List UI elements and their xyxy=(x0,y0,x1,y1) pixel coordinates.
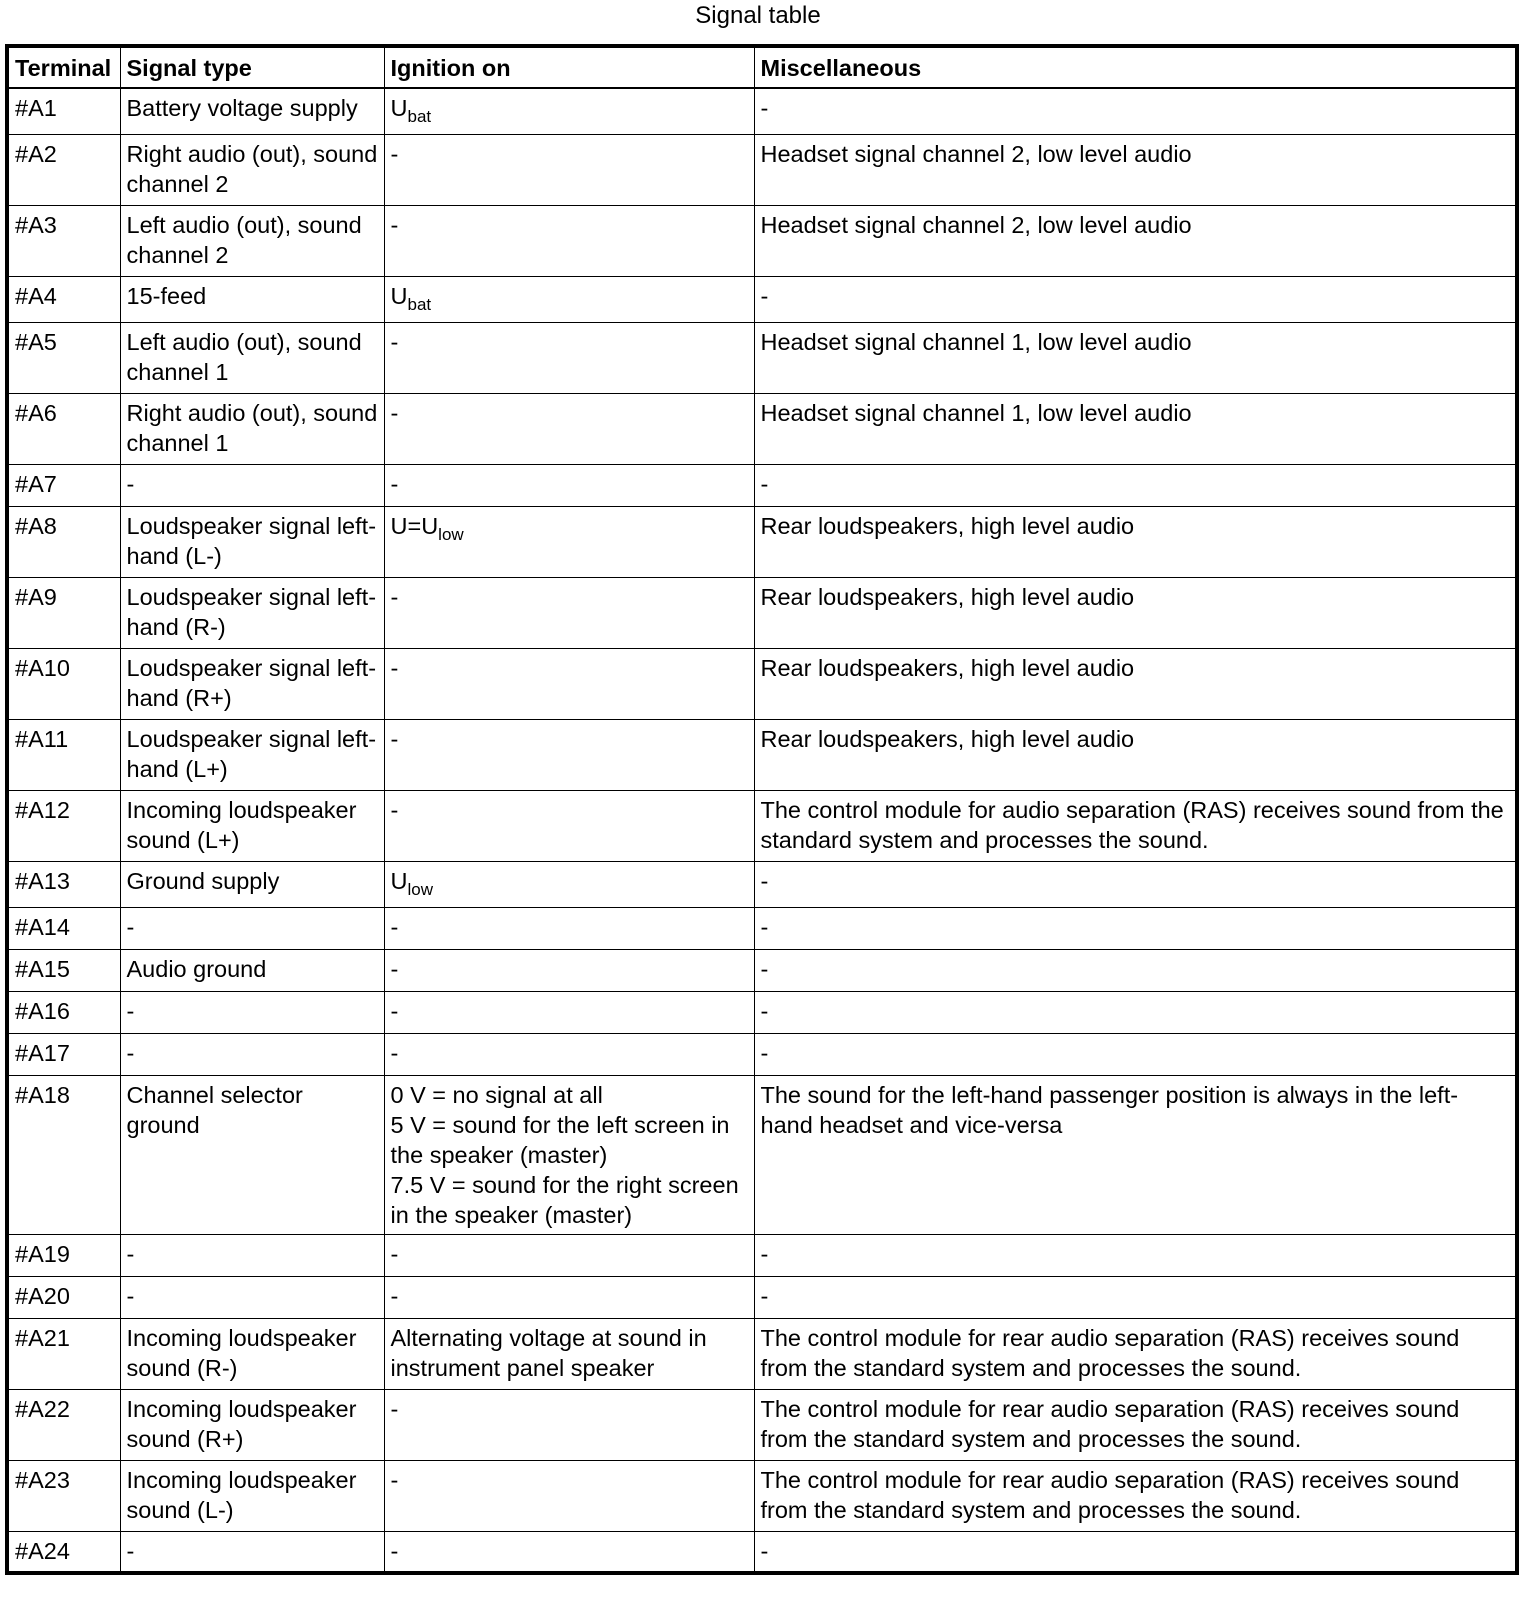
ignition-line: 7.5 V = sound for the right screen in the speaker (master) xyxy=(390,1171,739,1228)
table-row xyxy=(7,322,1517,393)
cell-signal-type: Incoming loudspeaker sound (R+) xyxy=(120,1389,384,1460)
cell-terminal: #A19 xyxy=(7,1234,120,1276)
table-row xyxy=(7,861,1517,907)
cell-miscellaneous: - xyxy=(754,907,1517,949)
cell-terminal: #A1 xyxy=(7,88,120,134)
ignition-value: U xyxy=(390,95,408,121)
header-signal-type: Signal type xyxy=(120,46,384,88)
table-caption: Signal table xyxy=(695,2,821,29)
cell-terminal: #A11 xyxy=(7,719,120,790)
ignition-value: - xyxy=(390,997,399,1024)
ignition-value: - xyxy=(390,140,399,167)
cell-ignition-on xyxy=(384,134,754,205)
cell-ignition-on xyxy=(384,464,754,506)
cell-miscellaneous: - xyxy=(754,1531,1517,1573)
ignition-value: U xyxy=(390,867,408,894)
ignition-value: - xyxy=(390,725,399,752)
cell-terminal: #A4 xyxy=(7,276,120,322)
cell-signal-type: Incoming loudspeaker sound (L+) xyxy=(120,790,384,861)
table-row xyxy=(7,1318,1517,1389)
cell-miscellaneous: - xyxy=(754,276,1517,322)
ignition-value: - xyxy=(390,955,399,982)
table-row xyxy=(7,949,1517,991)
cell-miscellaneous: - xyxy=(754,949,1517,991)
signal-table xyxy=(5,44,1519,1575)
ignition-value: - xyxy=(390,913,399,940)
cell-terminal: #A14 xyxy=(7,907,120,949)
cell-terminal: #A15 xyxy=(7,949,120,991)
table-row xyxy=(7,134,1517,205)
cell-ignition-on xyxy=(384,790,754,861)
ignition-value: - xyxy=(390,1466,399,1493)
header-miscellaneous: Miscellaneous xyxy=(754,46,1517,88)
table-row xyxy=(7,577,1517,648)
cell-miscellaneous: Headset signal channel 2, low level audio xyxy=(754,205,1517,276)
ignition-line: 5 V = sound for the left screen in the speaker (master) xyxy=(390,1111,730,1168)
cell-ignition-on xyxy=(384,88,754,134)
cell-signal-type: - xyxy=(120,1531,384,1573)
cell-ignition-on xyxy=(384,949,754,991)
cell-signal-type: Left audio (out), sound channel 2 xyxy=(120,205,384,276)
table-row xyxy=(7,1075,1517,1234)
cell-terminal: #A18 xyxy=(7,1075,120,1234)
cell-ignition-on xyxy=(384,577,754,648)
ignition-subscript: low xyxy=(407,879,433,899)
cell-ignition-on xyxy=(384,1531,754,1573)
table-row xyxy=(7,790,1517,861)
cell-ignition-on xyxy=(384,1460,754,1531)
cell-signal-type: Right audio (out), sound channel 2 xyxy=(120,134,384,205)
ignition-value: - xyxy=(390,796,399,823)
cell-miscellaneous: The sound for the left-hand passenger position is always in the left-hand headset and vice-versa xyxy=(754,1075,1517,1234)
cell-ignition-on xyxy=(384,1318,754,1389)
table-row xyxy=(7,907,1517,949)
table-row xyxy=(7,88,1517,134)
ignition-value: U=U xyxy=(390,512,439,539)
cell-miscellaneous: - xyxy=(754,1276,1517,1318)
ignition-value: - xyxy=(390,470,399,497)
table-row xyxy=(7,1531,1517,1573)
cell-ignition-on xyxy=(384,322,754,393)
cell-ignition-on xyxy=(384,506,754,577)
cell-miscellaneous: The control module for audio separation (RAS) receives sound from the standard system and processes the sound. xyxy=(754,790,1517,861)
table-row xyxy=(7,1033,1517,1075)
cell-terminal: #A2 xyxy=(7,134,120,205)
ignition-value: - xyxy=(390,654,399,681)
cell-ignition-on xyxy=(384,393,754,464)
header-terminal: Terminal xyxy=(7,46,120,88)
cell-ignition-on xyxy=(384,991,754,1033)
cell-terminal: #A17 xyxy=(7,1033,120,1075)
cell-signal-type: - xyxy=(120,1276,384,1318)
table-row xyxy=(7,205,1517,276)
cell-miscellaneous: - xyxy=(754,464,1517,506)
cell-terminal: #A6 xyxy=(7,393,120,464)
cell-signal-type: - xyxy=(120,464,384,506)
ignition-value: - xyxy=(390,328,399,355)
cell-terminal: #A22 xyxy=(7,1389,120,1460)
cell-terminal: #A10 xyxy=(7,648,120,719)
table-row xyxy=(7,1460,1517,1531)
cell-ignition-on xyxy=(384,719,754,790)
table-row xyxy=(7,719,1517,790)
cell-signal-type: - xyxy=(120,1234,384,1276)
ignition-value: - xyxy=(390,1240,399,1267)
table-row xyxy=(7,648,1517,719)
cell-ignition-on xyxy=(384,1033,754,1075)
ignition-subscript: bat xyxy=(407,107,432,126)
cell-terminal: #A12 xyxy=(7,790,120,861)
cell-terminal: #A21 xyxy=(7,1318,120,1389)
ignition-value: Alternating voltage at sound in instrument panel speaker xyxy=(390,1324,707,1381)
header-ignition-on: Ignition on xyxy=(384,46,754,88)
ignition-value: - xyxy=(390,1537,399,1564)
cell-ignition-on xyxy=(384,648,754,719)
cell-miscellaneous: Headset signal channel 1, low level audio xyxy=(754,393,1517,464)
cell-terminal: #A16 xyxy=(7,991,120,1033)
cell-ignition-on xyxy=(384,861,754,907)
cell-miscellaneous: - xyxy=(754,1234,1517,1276)
cell-signal-type: Loudspeaker signal left-hand (R-) xyxy=(120,577,384,648)
cell-miscellaneous: - xyxy=(754,991,1517,1033)
ignition-line: 0 V = no signal at all xyxy=(390,1081,603,1108)
cell-miscellaneous: Headset signal channel 2, low level audio xyxy=(754,134,1517,205)
ignition-value: - xyxy=(390,211,399,238)
cell-signal-type: Incoming loudspeaker sound (L-) xyxy=(120,1460,384,1531)
cell-ignition-on xyxy=(384,1075,754,1234)
cell-miscellaneous: Headset signal channel 1, low level audio xyxy=(754,322,1517,393)
ignition-value: - xyxy=(390,1395,399,1422)
ignition-value: - xyxy=(390,583,399,610)
cell-terminal: #A13 xyxy=(7,861,120,907)
table-body xyxy=(7,88,1517,1573)
ignition-value: - xyxy=(390,399,399,426)
cell-ignition-on xyxy=(384,907,754,949)
cell-terminal: #A24 xyxy=(7,1531,120,1573)
cell-signal-type: Right audio (out), sound channel 1 xyxy=(120,393,384,464)
cell-signal-type: Loudspeaker signal left-hand (R+) xyxy=(120,648,384,719)
ignition-value: U xyxy=(390,282,408,309)
table-row xyxy=(7,276,1517,322)
cell-miscellaneous: The control module for rear audio separation (RAS) receives sound from the standard system and processes the sound. xyxy=(754,1460,1517,1531)
cell-miscellaneous: Rear loudspeakers, high level audio xyxy=(754,506,1517,577)
cell-terminal: #A3 xyxy=(7,205,120,276)
table-row xyxy=(7,1389,1517,1460)
cell-miscellaneous: - xyxy=(754,861,1517,907)
cell-miscellaneous: Rear loudspeakers, high level audio xyxy=(754,648,1517,719)
cell-terminal: #A9 xyxy=(7,577,120,648)
cell-miscellaneous: Rear loudspeakers, high level audio xyxy=(754,719,1517,790)
cell-ignition-on xyxy=(384,1276,754,1318)
cell-signal-type: - xyxy=(120,1033,384,1075)
ignition-value: - xyxy=(390,1282,399,1309)
cell-signal-type: Battery voltage supply xyxy=(120,88,384,134)
cell-miscellaneous: - xyxy=(754,88,1517,134)
cell-signal-type: Incoming loudspeaker sound (R-) xyxy=(120,1318,384,1389)
cell-miscellaneous: The control module for rear audio separation (RAS) receives sound from the standard system and processes the sound. xyxy=(754,1318,1517,1389)
cell-signal-type: - xyxy=(120,907,384,949)
cell-signal-type: 15-feed xyxy=(120,276,384,322)
cell-miscellaneous: Rear loudspeakers, high level audio xyxy=(754,577,1517,648)
cell-signal-type: Loudspeaker signal left-hand (L+) xyxy=(120,719,384,790)
table-header-row xyxy=(7,46,1517,88)
cell-terminal: #A7 xyxy=(7,464,120,506)
cell-miscellaneous: - xyxy=(754,1033,1517,1075)
table-row xyxy=(7,393,1517,464)
cell-signal-type: Channel selector ground xyxy=(120,1075,384,1234)
cell-terminal: #A5 xyxy=(7,322,120,393)
cell-signal-type: Audio ground xyxy=(120,949,384,991)
cell-signal-type: Ground supply xyxy=(120,861,384,907)
cell-terminal: #A8 xyxy=(7,506,120,577)
cell-ignition-on xyxy=(384,276,754,322)
ignition-subscript: bat xyxy=(407,294,432,314)
ignition-subscript: low xyxy=(438,524,464,544)
cell-ignition-on xyxy=(384,205,754,276)
table-row xyxy=(7,991,1517,1033)
ignition-value: - xyxy=(390,1039,399,1066)
table-row xyxy=(7,464,1517,506)
cell-ignition-on xyxy=(384,1234,754,1276)
cell-signal-type: Left audio (out), sound channel 1 xyxy=(120,322,384,393)
cell-terminal: #A20 xyxy=(7,1276,120,1318)
table-row xyxy=(7,506,1517,577)
cell-terminal: #A23 xyxy=(7,1460,120,1531)
table-row xyxy=(7,1276,1517,1318)
cell-miscellaneous: The control module for rear audio separation (RAS) receives sound from the standard system and processes the sound. xyxy=(754,1389,1517,1460)
cell-ignition-on xyxy=(384,1389,754,1460)
cell-signal-type: Loudspeaker signal left-hand (L-) xyxy=(120,506,384,577)
table-row xyxy=(7,1234,1517,1276)
cell-signal-type: - xyxy=(120,991,384,1033)
